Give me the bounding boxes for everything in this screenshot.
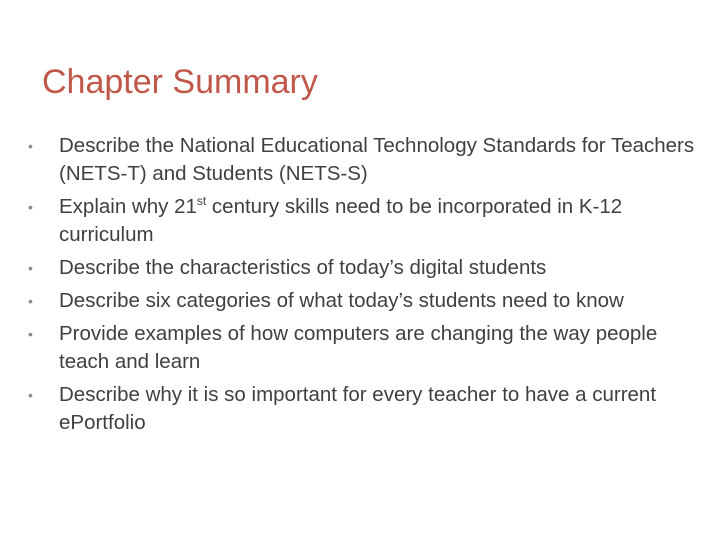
bullet-dot-icon: • [28,326,33,342]
bullet-text: Describe why it is so important for every teacher to have a current ePortfolio [59,383,657,434]
bullet-dot-icon: • [28,260,33,276]
bullet-item [28,254,700,282]
bullet-dot-icon: • [28,293,33,309]
bullet-text: Describe six categories of what today’s students need to know [59,289,624,312]
bullet-item [28,193,700,249]
bullet-text-end: century skills need to be incorporated in K-12 curriculum [59,195,623,246]
bullet-item [28,381,700,437]
bullet-text-start: Explain why 21 [59,195,197,218]
bullet-item [28,132,700,188]
bullet-list [28,132,700,442]
bullet-item [28,320,700,376]
slide-title: Chapter Summary [42,63,318,101]
bullet-dot-icon: • [28,387,33,403]
bullet-dot-icon: • [28,138,33,154]
bullet-dot-icon: • [28,199,33,215]
bullet-item [28,287,700,315]
bullet-superscript: st [196,194,207,208]
bullet-text: Describe the characteristics of today’s digital students [59,256,547,279]
bullet-text: Provide examples of how computers are changing the way people teach and learn [59,322,658,373]
bullet-text: Describe the National Educational Technology Standards for Teachers (NETS-T) and Students (NETS-S) [59,134,695,185]
